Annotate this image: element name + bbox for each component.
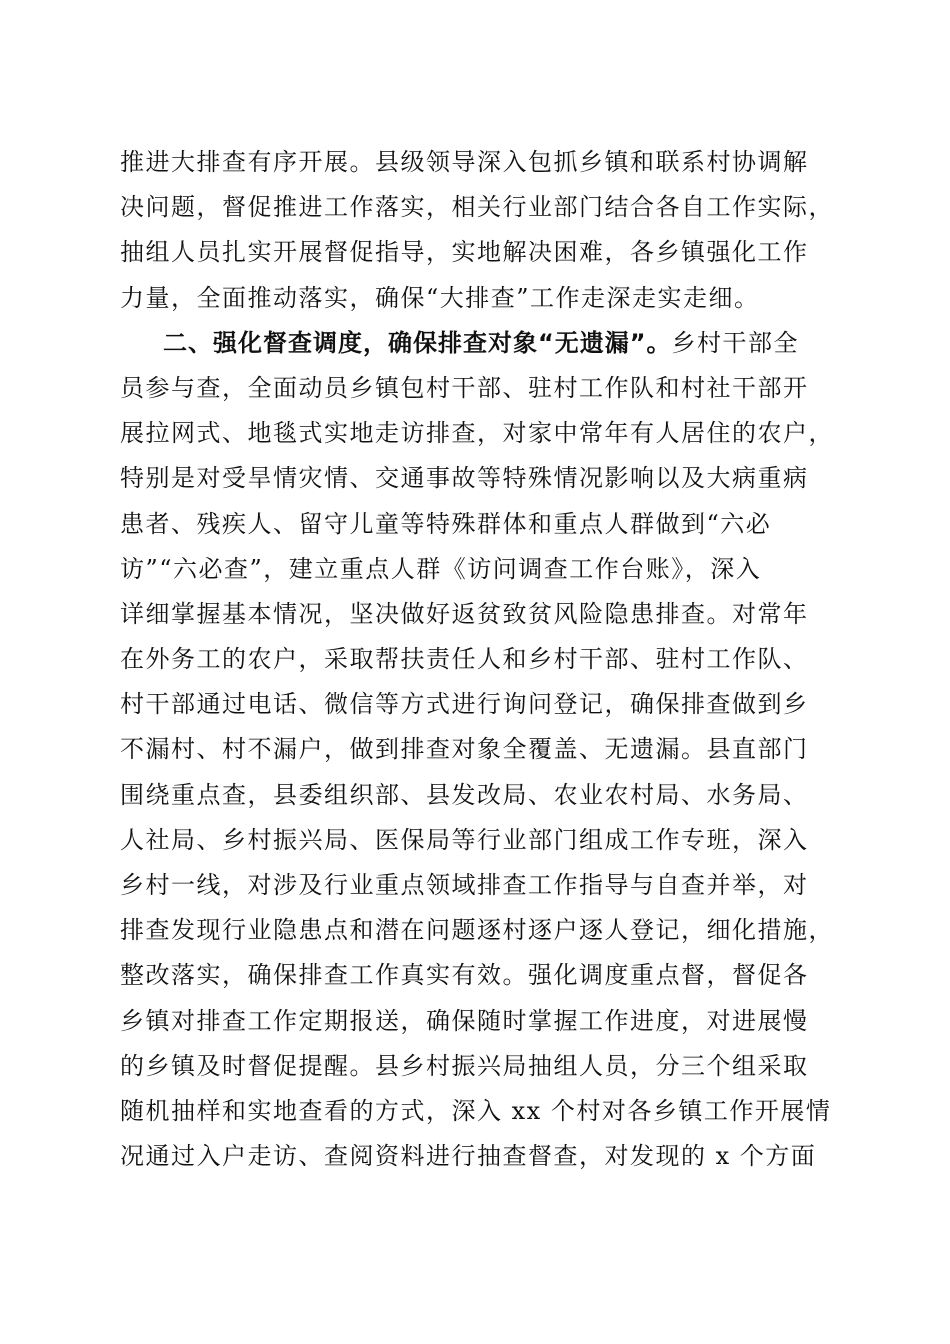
text-line: 决问题，督促推进工作落实，相关行业部门结合各自工作实际，: [120, 193, 834, 222]
text-line: 况通过入户走访、查阅资料进行抽查督查，对发现的 x 个方面: [120, 1142, 817, 1171]
text-line: 在外务工的农户，采取帮扶责任人和乡村干部、驻村工作队、: [120, 645, 809, 674]
text-line: 围绕重点查，县委组织部、县发改局、农业农村局、水务局、: [120, 780, 809, 809]
text-line: 力量，全面推动落实，确保“大排查”工作走深走实走细。: [120, 283, 760, 312]
paragraph-1: [120, 140, 840, 321]
text-line: 抽组人员扎实开展督促指导，实地解决困难，各乡镇强化工作: [120, 238, 809, 267]
text-line: 展拉网式、地毯式实地走访排查，对家中常年有人居住的农户，: [120, 419, 834, 448]
heading-line-continuation: 乡村干部全: [671, 328, 800, 357]
text-line: 员参与查，全面动员乡镇包村干部、驻村工作队和村社干部开: [120, 373, 809, 402]
document-body: [120, 140, 840, 1179]
paragraph-2-first-line: [120, 321, 840, 366]
text-line: 患者、残疾人、留守儿童等特殊群体和重点人群做到“六必: [120, 509, 772, 538]
section-heading: 二、强化督查调度，确保排查对象“无遗漏”。: [163, 328, 672, 357]
text-line: 随机抽样和实地查看的方式，深入 xx 个村对各乡镇工作开展情: [120, 1096, 832, 1125]
text-line: 不漏村、村不漏户，做到排查对象全覆盖、无遗漏。县直部门: [120, 735, 809, 764]
text-line: 特别是对受旱情灾情、交通事故等特殊情况影响以及大病重病: [120, 464, 809, 493]
text-line: 整改落实，确保排查工作真实有效。强化调度重点督，督促各: [120, 961, 809, 990]
text-line: 村干部通过电话、微信等方式进行询问登记，确保排查做到乡: [120, 690, 809, 719]
text-line: 详细掌握基本情况，坚决做好返贫致贫风险隐患排查。对常年: [120, 599, 809, 628]
text-line: 访”“六必查”，建立重点人群《访问调查工作台账》，深入: [120, 554, 762, 583]
text-line: 人社局、乡村振兴局、医保局等行业部门组成工作专班，深入: [120, 825, 809, 854]
paragraph-2: [120, 321, 840, 1180]
text-line: 乡镇对排查工作定期报送，确保随时掌握工作进度，对进展慢: [120, 1006, 809, 1035]
text-line: 推进大排查有序开展。县级领导深入包抓乡镇和联系村协调解: [120, 148, 809, 176]
text-line: 排查发现行业隐患点和潜在问题逐村逐户逐人登记，细化措施，: [120, 916, 834, 945]
text-line: 乡村一线，对涉及行业重点领域排查工作指导与自查并举，对: [120, 871, 809, 899]
text-line: 的乡镇及时督促提醒。县乡村振兴局抽组人员，分三个组采取: [120, 1051, 809, 1080]
